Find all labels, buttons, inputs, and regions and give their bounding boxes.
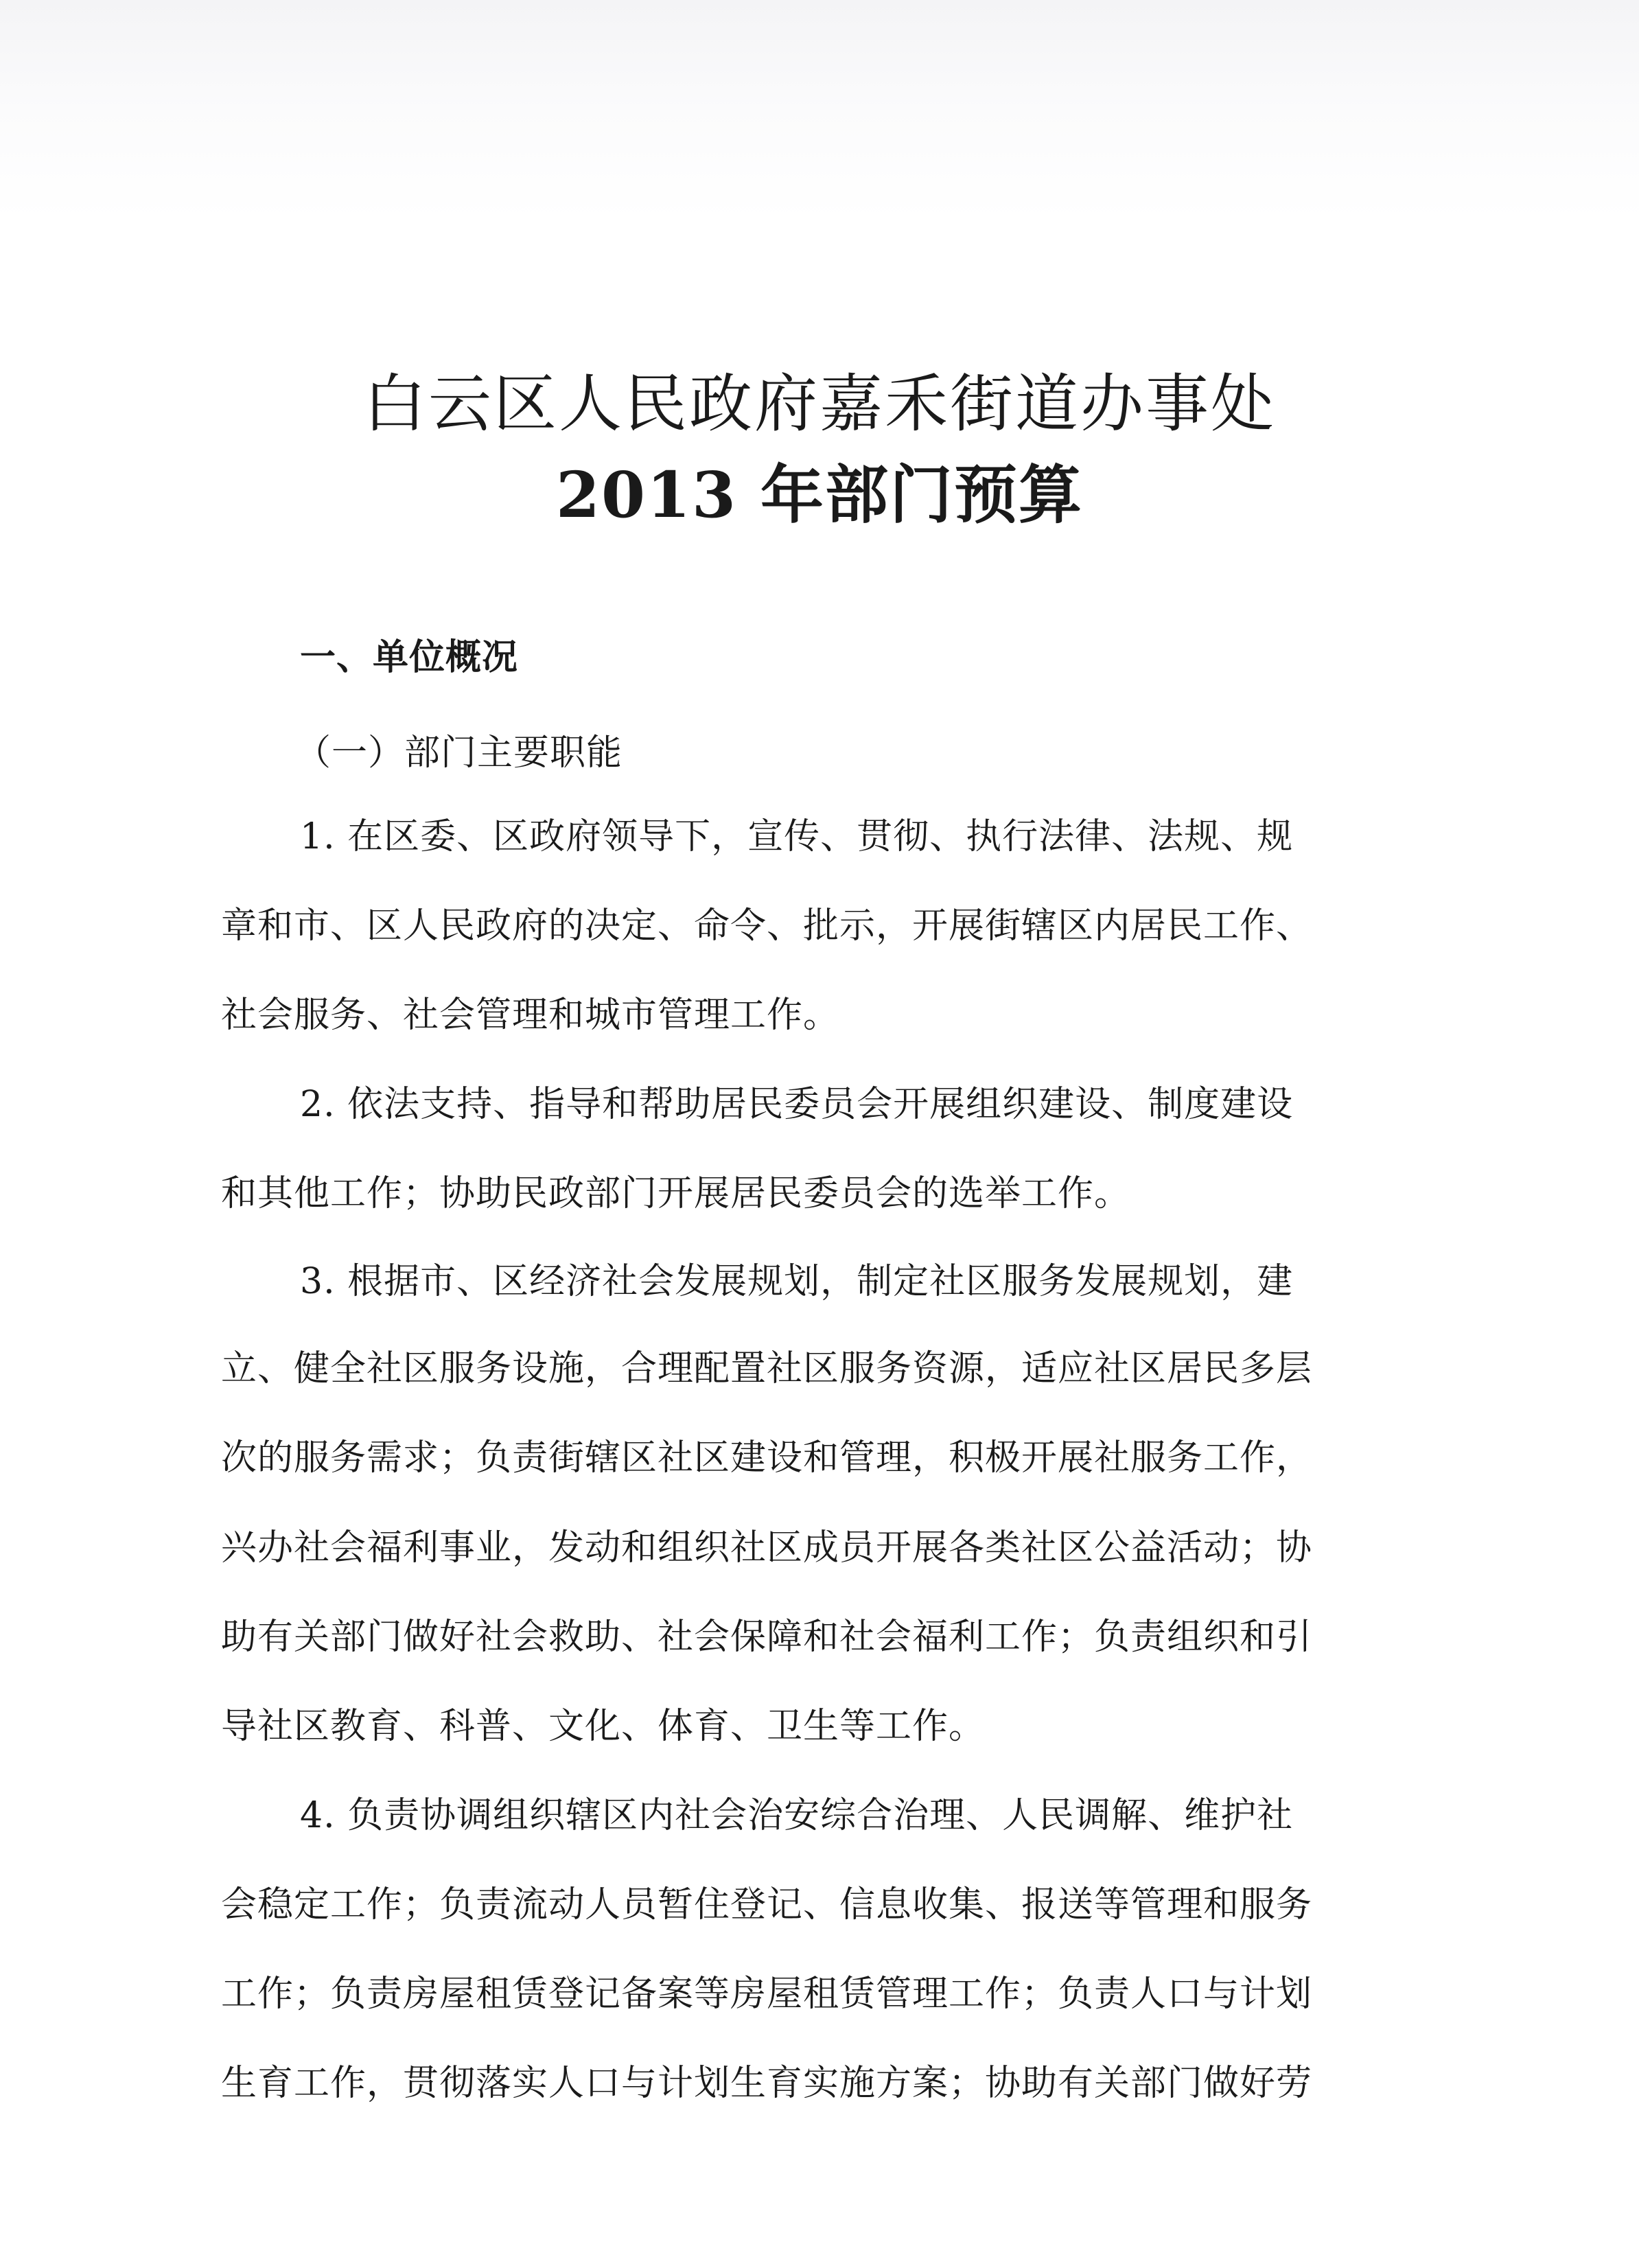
paragraph-line: 章和市、区人民政府的决定、命令、批示，开展街辖区内居民工作、 [221,905,1313,947]
paragraph-line: 兴办社会福利事业，发动和组织社区成员开展各类社区公益活动；协 [221,1527,1313,1569]
paragraph-line: 导社区教育、科普、文化、体育、卫生等工作。 [221,1706,986,1747]
paragraph-line: 立、健全社区服务设施，合理配置社区服务资源，适应社区居民多层 [221,1348,1313,1389]
subsection-heading: （一）部门主要职能 [295,732,623,774]
section-heading: 一、单位概况 [300,636,519,678]
paragraph-line: 4. 负责协调组织辖区内社会治安综合治理、人民调解、维护社 [300,1795,1294,1836]
paragraph-line: 1. 在区委、区政府领导下，宣传、贯彻、执行法律、法规、规 [300,816,1294,857]
paragraph-line: 生育工作，贯彻落实人口与计划生育实施方案；协助有关部门做好劳 [221,2063,1313,2104]
paragraph-line: 会稳定工作；负责流动人员暂住登记、信息收集、报送等管理和服务 [221,1884,1313,1925]
paragraph-line: 2. 依法支持、指导和帮助居民委员会开展组织建设、制度建设 [300,1084,1294,1125]
paragraph-line: 社会服务、社会管理和城市管理工作。 [221,995,840,1036]
document-title: 白云区人民政府嘉禾街道办事处 [362,367,1276,441]
paragraph-line: 和其他工作；协助民政部门开展居民委员会的选举工作。 [221,1173,1131,1214]
paragraph-line: 3. 根据市、区经济社会发展规划，制定社区服务发展规划，建 [300,1261,1294,1302]
paragraph-line: 工作；负责房屋租赁登记备案等房屋租赁管理工作；负责人口与计划 [221,1974,1313,2015]
document-subtitle: 2013 年部门预算 [555,458,1084,532]
paragraph-line: 助有关部门做好社会救助、社会保障和社会福利工作；负责组织和引 [221,1617,1313,1658]
paragraph-line: 次的服务需求；负责街辖区社区建设和管理，积极开展社服务工作， [221,1437,1313,1479]
